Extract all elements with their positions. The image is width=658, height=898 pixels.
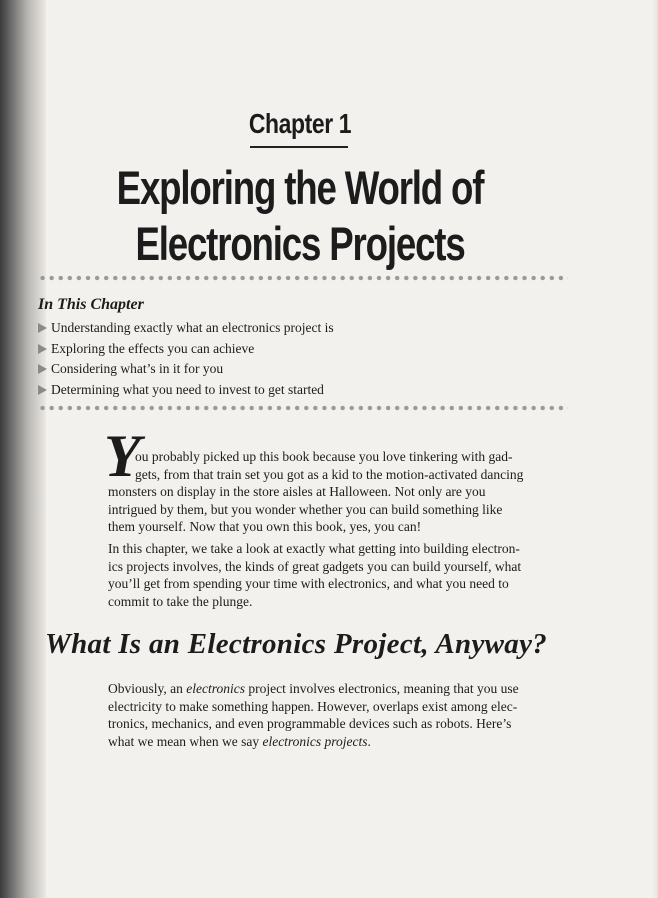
in-this-chapter-heading: In This Chapter (38, 296, 144, 313)
paragraph-line: you’ll get from spending your time with electronics, and what you need to (108, 576, 509, 592)
chapter-title-line-2: Electronics Projects (135, 217, 465, 270)
dotted-rule-top (38, 275, 568, 281)
paragraph-line: electricity to make something happen. However, overlaps exist among elec- (108, 698, 518, 714)
drop-cap: Y (104, 423, 141, 489)
section-heading: What Is an Electronics Project, Anyway? (45, 628, 548, 660)
paragraph-line: them yourself. Now that you own this book, yes, you can! (108, 519, 422, 535)
triangle-bullet-icon (38, 364, 47, 374)
intro-paragraph-2 (108, 540, 578, 610)
section-paragraph-1 (108, 680, 578, 750)
emphasis-text: electronics projects (262, 733, 368, 749)
text-run: project involves electronics, meaning that you use (244, 681, 519, 696)
chapter-underline (250, 146, 348, 148)
triangle-bullet-icon (38, 385, 47, 395)
paragraph-line: ou probably picked up this book because you love tinkering with gad- (135, 449, 513, 464)
paragraph-line: ics projects involves, the kinds of great gadgets you can build yourself, what (108, 558, 522, 574)
chapter-topic-item (38, 380, 334, 401)
paragraph-line: intrigued by them, but you wonder whether you can build something like (108, 501, 503, 517)
chapter-label: Chapter 1 (248, 108, 352, 139)
dotted-rule-bottom (38, 405, 568, 411)
chapter-topic-text: Exploring the effects you can achieve (51, 340, 255, 356)
paragraph-line: gets, from that train set you got as a kid to the motion-activated dancing (135, 466, 524, 482)
chapter-title-line-1: Exploring the World of (116, 161, 484, 214)
text-run: what we mean when we say (108, 733, 263, 749)
paragraph-line: monsters on display in the store aisles at Halloween. Not only are you (108, 484, 486, 500)
emphasis-text: electronics (186, 681, 245, 696)
chapter-topic-item (38, 359, 334, 380)
intro-paragraph-1 (108, 448, 578, 536)
triangle-bullet-icon (38, 323, 47, 333)
text-run: . (367, 733, 371, 749)
chapter-topics-list (38, 318, 334, 400)
paragraph-line: In this chapter, we take a look at exactly what getting into building electron- (108, 541, 520, 556)
book-binding-shadow (0, 0, 46, 898)
triangle-bullet-icon (38, 344, 47, 354)
paragraph-line: tronics, mechanics, and even programmable devices such as robots. Here’s (108, 716, 512, 732)
paragraph-line (108, 680, 578, 698)
page-edge (652, 0, 658, 898)
chapter-topic-item (38, 339, 334, 360)
chapter-topic-text: Considering what’s in it for you (51, 361, 224, 376)
paragraph-line: commit to take the plunge. (108, 593, 253, 609)
chapter-title (66, 160, 534, 272)
chapter-topic-text: Determining what you need to invest to get started (51, 381, 324, 397)
chapter-topic-item (38, 318, 334, 339)
chapter-topic-text: Understanding exactly what an electronics project is (51, 320, 334, 335)
text-run: Obviously, an (108, 681, 187, 696)
paragraph-line (108, 733, 578, 751)
